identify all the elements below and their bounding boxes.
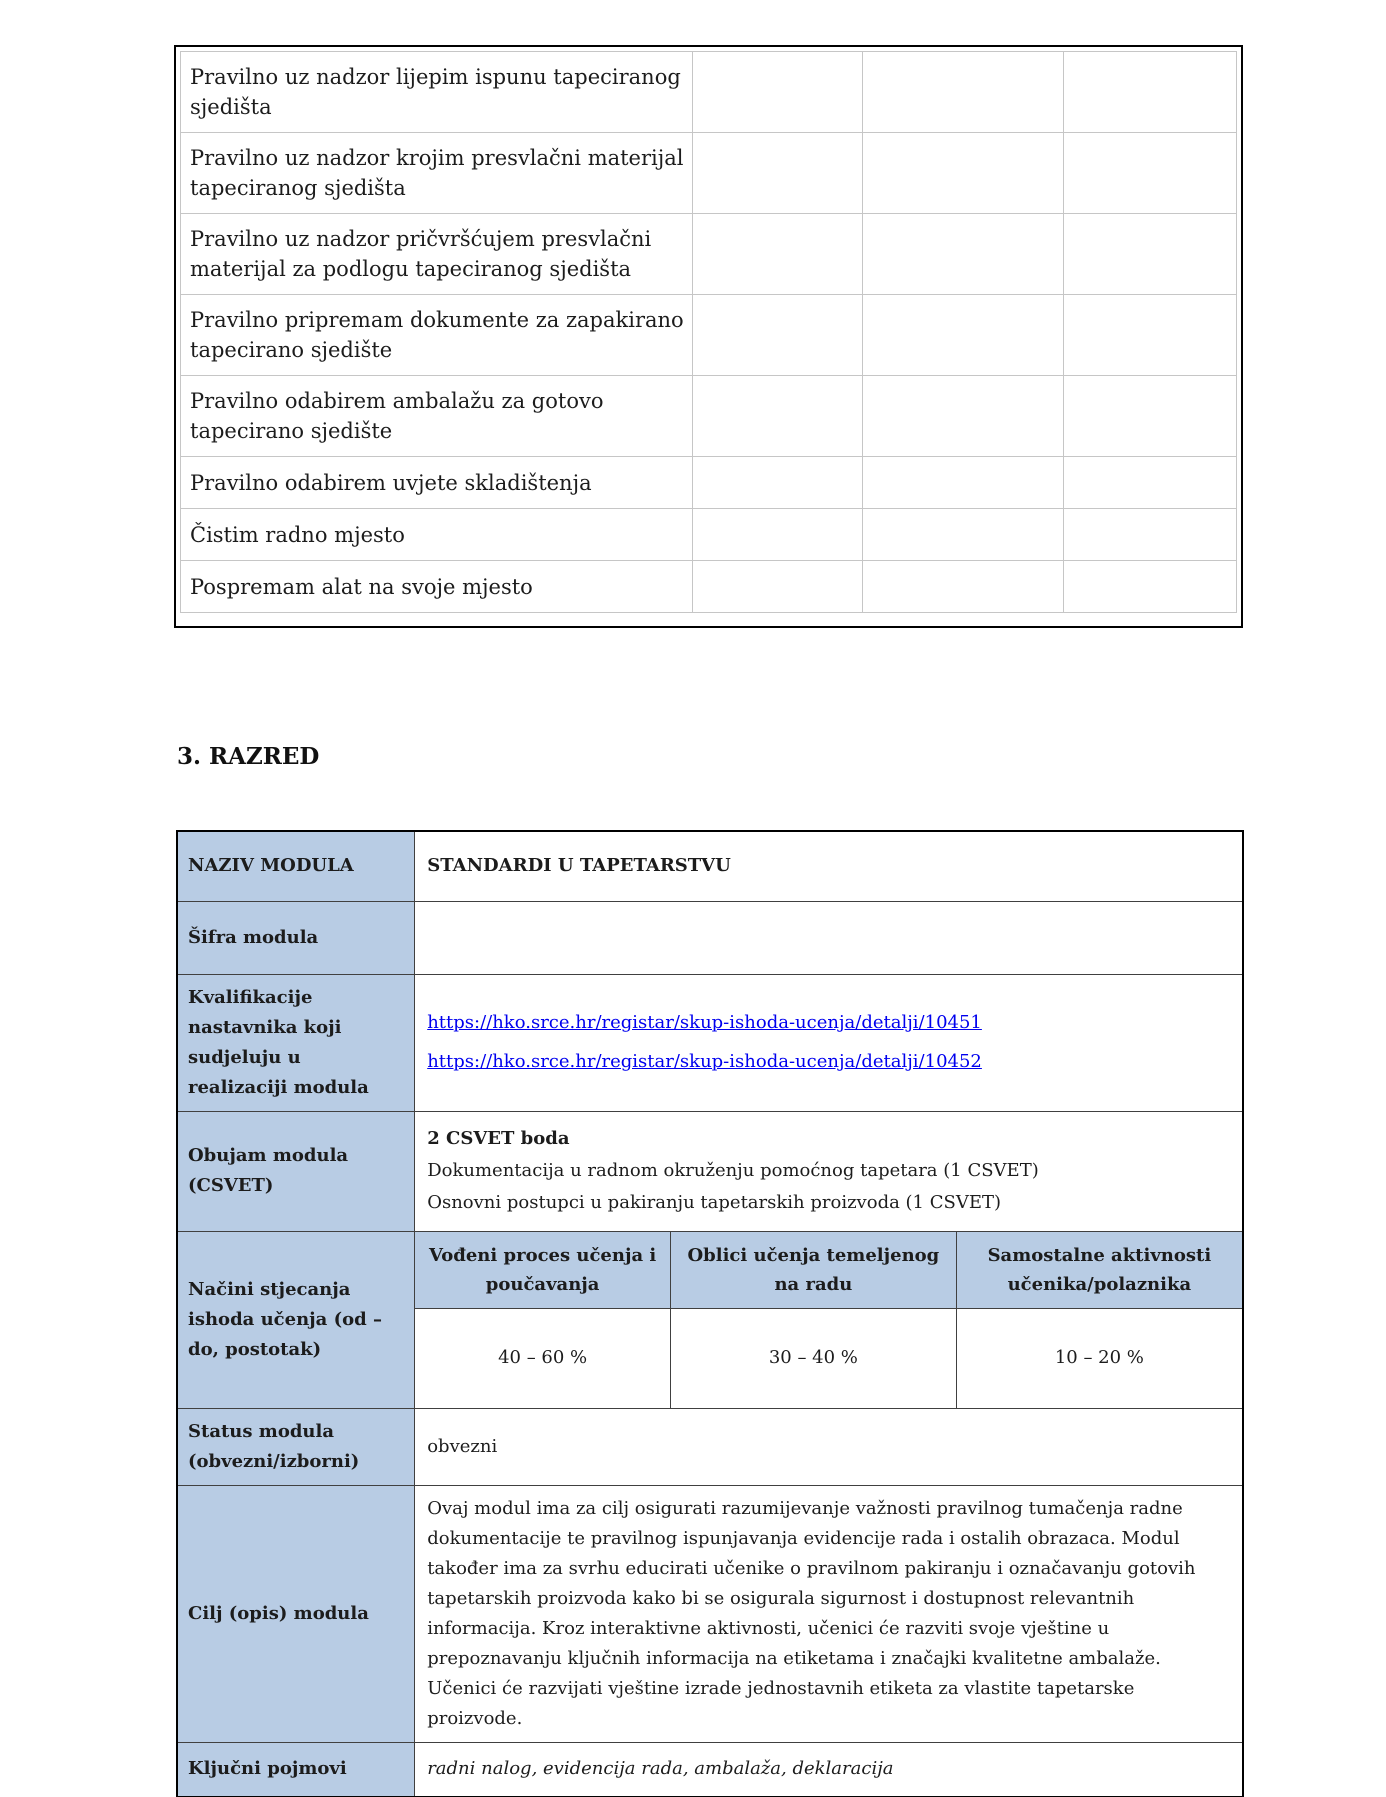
csvet-total-text: 2 CSVET boda — [427, 1128, 570, 1149]
table-row — [181, 52, 1237, 133]
cilj-modula-label: Cilj (opis) modula — [177, 1485, 415, 1742]
table-row — [181, 295, 1237, 376]
checklist-item-text: Čistim radno mjesto — [181, 509, 693, 561]
table-row-nacini-headers — [177, 1231, 1243, 1308]
status-modula-label: Status modula (obvezni/izborni) — [177, 1408, 415, 1485]
naziv-modula-value — [415, 831, 1243, 901]
checklist-item-text: Pravilno odabirem ambalažu za gotovo tapecirano sjedište — [181, 376, 693, 457]
table-row-obujam — [177, 1111, 1243, 1231]
empty-cell — [693, 52, 863, 133]
csvet-item-2: Osnovni postupci u pakiranju tapetarskih proizvoda (1 CSVET) — [427, 1192, 1002, 1213]
empty-cell — [1063, 376, 1236, 457]
empty-cell — [1063, 214, 1236, 295]
table-row-sifra — [177, 901, 1243, 974]
section-heading: 3. RAZRED — [177, 743, 320, 770]
empty-cell — [693, 133, 863, 214]
hko-registar-link-10451[interactable]: https://hko.srce.hr/registar/skup-ishoda-ucenja/detalji/10451 — [427, 1012, 982, 1033]
hko-registar-link-10452[interactable]: https://hko.srce.hr/registar/skup-ishoda-ucenja/detalji/10452 — [427, 1051, 982, 1072]
sifra-modula-value — [415, 901, 1243, 974]
sifra-modula-label: Šifra modula — [177, 901, 415, 974]
empty-cell — [863, 295, 1064, 376]
cilj-modula-text: Ovaj modul ima za cilj osigurati razumijevanje važnosti pravilnog tumačenja radne dokumentacije te pravilnog ispunjavanja evidencije rada i ostalih obrazaca. Modul također ima za svrhu educirati učenike o pravilnom pakiranju i označavanju gotovih tapetarskih proizvoda kako bi se osigurala sigurnost i dostupnost relevantnih informacija. Kroz interaktivne aktivnosti, učenici će razviti svoje vještine u prepoznavanju ključnih informacija na etiketama i značajki kvalitetne ambalaže. Učenici će razvijati vještine izrade jednostavnih etiketa za vlastite tapetarske proizvode. — [415, 1485, 1243, 1742]
table-row-status — [177, 1408, 1243, 1485]
checklist-item-text: Pospremam alat na svoje mjesto — [181, 561, 693, 613]
kvalifikacije-label: Kvalifikacije nastavnika koji sudjeluju u realizaciji modula — [177, 974, 415, 1111]
empty-cell — [863, 457, 1064, 509]
nacini-value-samostalne: 10 – 20 % — [956, 1308, 1243, 1408]
table-row-kvalifikacije — [177, 974, 1243, 1111]
checklist-item-text: Pravilno uz nadzor lijepim ispunu tapeciranog sjedišta — [181, 52, 693, 133]
empty-cell — [693, 214, 863, 295]
obujam-modula-value — [415, 1111, 1243, 1231]
status-modula-value: obvezni — [415, 1408, 1243, 1485]
naziv-modula-label: NAZIV MODULA — [177, 831, 415, 901]
module-title-text: STANDARDI U TAPETARSTVU — [427, 855, 731, 877]
empty-cell — [693, 457, 863, 509]
empty-cell — [863, 52, 1064, 133]
table-row-cilj — [177, 1485, 1243, 1742]
table-row-naziv — [177, 831, 1243, 901]
empty-cell — [1063, 295, 1236, 376]
empty-cell — [1063, 561, 1236, 613]
nacini-value-vodeni: 40 – 60 % — [415, 1308, 671, 1408]
checklist-item-text: Pravilno pripremam dokumente za zapakirano tapecirano sjedište — [181, 295, 693, 376]
table-row — [181, 561, 1237, 613]
empty-cell — [1063, 457, 1236, 509]
checklist-item-text: Pravilno uz nadzor pričvršćujem presvlačni materijal za podlogu tapeciranog sjedišta — [181, 214, 693, 295]
checklist-table-frame — [174, 45, 1243, 628]
empty-cell — [863, 133, 1064, 214]
nacini-stjecanja-label: Načini stjecanja ishoda učenja (od – do, postotak) — [177, 1231, 415, 1408]
empty-cell — [693, 376, 863, 457]
module-table — [176, 830, 1244, 1797]
checklist-table — [180, 51, 1237, 613]
empty-cell — [1063, 52, 1236, 133]
table-row-kljucni — [177, 1742, 1243, 1797]
kljucni-pojmovi-label: Ključni pojmovi — [177, 1742, 415, 1797]
kljucni-pojmovi-value: radni nalog, evidencija rada, ambalaža, deklaracija — [415, 1742, 1243, 1797]
obujam-modula-label: Obujam modula (CSVET) — [177, 1111, 415, 1231]
empty-cell — [863, 214, 1064, 295]
empty-cell — [1063, 133, 1236, 214]
nacini-value-oblici: 30 – 40 % — [671, 1308, 957, 1408]
table-row — [181, 133, 1237, 214]
csvet-item-1: Dokumentacija u radnom okruženju pomoćnog tapetara (1 CSVET) — [427, 1160, 1039, 1181]
nacini-header-vodeni: Vođeni proces učenja i poučavanja — [415, 1231, 671, 1308]
empty-cell — [863, 509, 1064, 561]
nacini-header-samostalne: Samostalne aktivnosti učenika/polaznika — [956, 1231, 1243, 1308]
checklist-item-text: Pravilno uz nadzor krojim presvlačni materijal tapeciranog sjedišta — [181, 133, 693, 214]
table-row — [181, 509, 1237, 561]
table-row — [181, 376, 1237, 457]
empty-cell — [693, 509, 863, 561]
empty-cell — [693, 561, 863, 613]
checklist-item-text: Pravilno odabirem uvjete skladištenja — [181, 457, 693, 509]
empty-cell — [1063, 509, 1236, 561]
empty-cell — [863, 561, 1064, 613]
table-row — [181, 214, 1237, 295]
kvalifikacije-links-cell — [415, 974, 1243, 1111]
nacini-header-oblici: Oblici učenja temeljenog na radu — [671, 1231, 957, 1308]
empty-cell — [693, 295, 863, 376]
empty-cell — [863, 376, 1064, 457]
table-row — [181, 457, 1237, 509]
